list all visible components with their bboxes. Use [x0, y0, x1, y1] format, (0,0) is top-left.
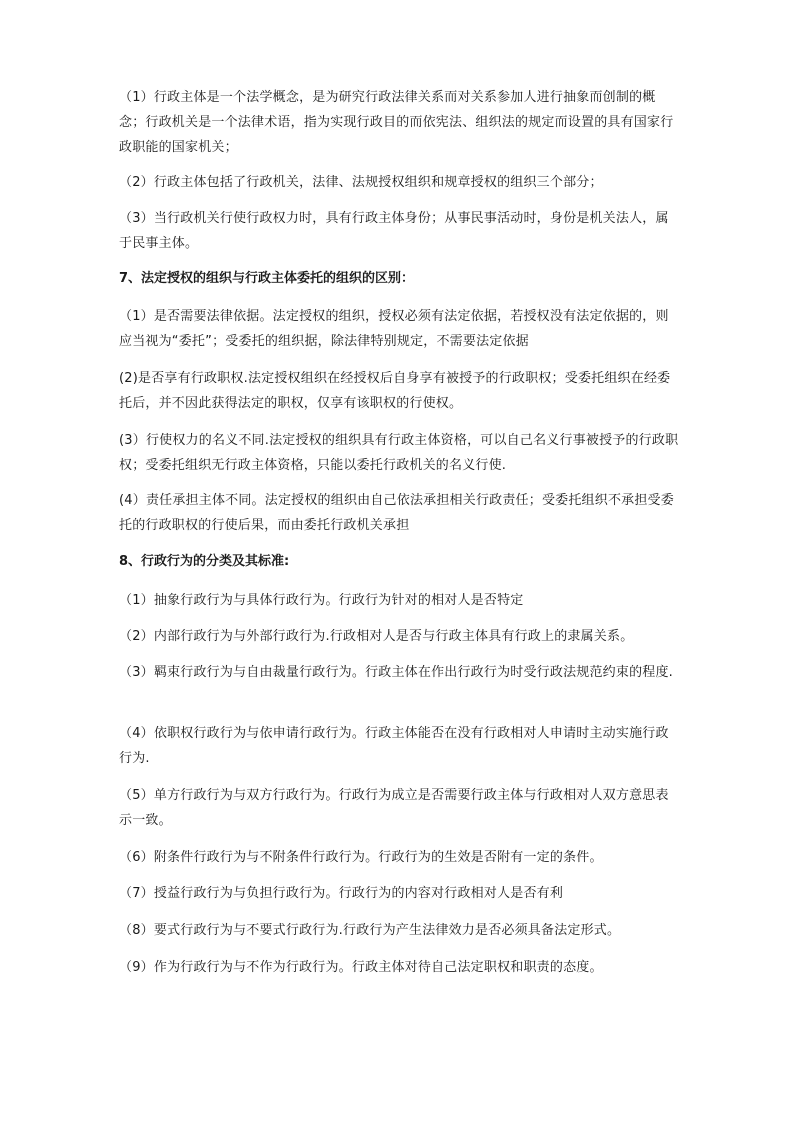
- paragraph-class-1: （1）抽象行政行为与具体行政行为。行政行为针对的相对人是否特定: [119, 593, 524, 608]
- paragraph-administrative-power: (2)是否享有行政职权.法定授权组织在经授权后自身享有被授予的行政职权；受委托组织在经委托后，并不因此获得法定的职权，仅享有该职权的行使权。: [119, 371, 671, 411]
- paragraph-class-6: （6）附条件行政行为与不附条件行政行为。行政行为的生效是否附有一定的条件。: [119, 850, 603, 865]
- paragraph-subject-scope: （2）行政主体包括了行政机关，法律、法规授权组织和规章授权的组织三个部分；: [119, 175, 603, 190]
- paragraph-class-8: （8）要式行政行为与不要式行政行为.行政行为产生法律效力是否必须具备法定形式。: [119, 923, 621, 938]
- paragraph-subject-identity: （3）当行政机关行使行政权力时，具有行政主体身份；从事民事活动时，身份是机关法人，属于民事主体。: [119, 211, 669, 251]
- paragraph-legal-basis: （1）是否需要法律依据。法定授权的组织，授权必须有法定依据，若授权没有法定依据的，则应当视为“委托”；受委托的组织据，除法律特别规定，不需要法定依据: [119, 309, 669, 349]
- paragraph-class-2: （2）内部行政行为与外部行政行为.行政相对人是否与行政主体具有行政上的隶属关系。: [119, 629, 634, 644]
- paragraph-class-9: （9）作为行政行为与不作为行政行为。行政主体对待自己法定职权和职责的态度。: [119, 960, 603, 975]
- paragraph-class-4: （4）依职权行政行为与依申请行政行为。行政主体能否在没有行政相对人申请时主动实施行政行为.: [119, 726, 669, 766]
- paragraph-class-5: （5）单方行政行为与双方行政行为。行政行为成立是否需要行政主体与行政相对人双方意思表示一致。: [119, 788, 669, 828]
- paragraph-responsibility: (4）责任承担主体不同。法定授权的组织由自己依法承担相关行政责任；受委托组织不承担受委托的行政职权的行使后果，而由委托行政机关承担: [119, 493, 674, 533]
- section-heading-8: 8、行政行为的分类及其标准:: [119, 554, 290, 569]
- paragraph-subject-concept: （1）行政主体是一个法学概念，是为研究行政法律关系而对关系参加人进行抽象而创制的概念；行政机关是一个法律术语，指为实现行政目的而依宪法、组织法的规定而设置的具有国家行政职能的国家机关；: [119, 90, 674, 155]
- paragraph-class-7: （7）授益行政行为与负担行政行为。行政行为的内容对行政相对人是否有利: [119, 886, 564, 901]
- paragraph-power-name: (3）行使权力的名义不同.法定授权的组织具有行政主体资格，可以自己名义行事被授予的行政职权；受委托组织无行政主体资格，只能以委托行政机关的名义行使.: [119, 433, 679, 473]
- section-heading-7: 7、法定授权的组织与行政主体委托的组织的区别：: [119, 271, 415, 286]
- paragraph-class-3: （3）羁束行政行为与自由裁量行政行为。行政主体在作出行政行为时受行政法规范约束的程度.: [119, 665, 674, 680]
